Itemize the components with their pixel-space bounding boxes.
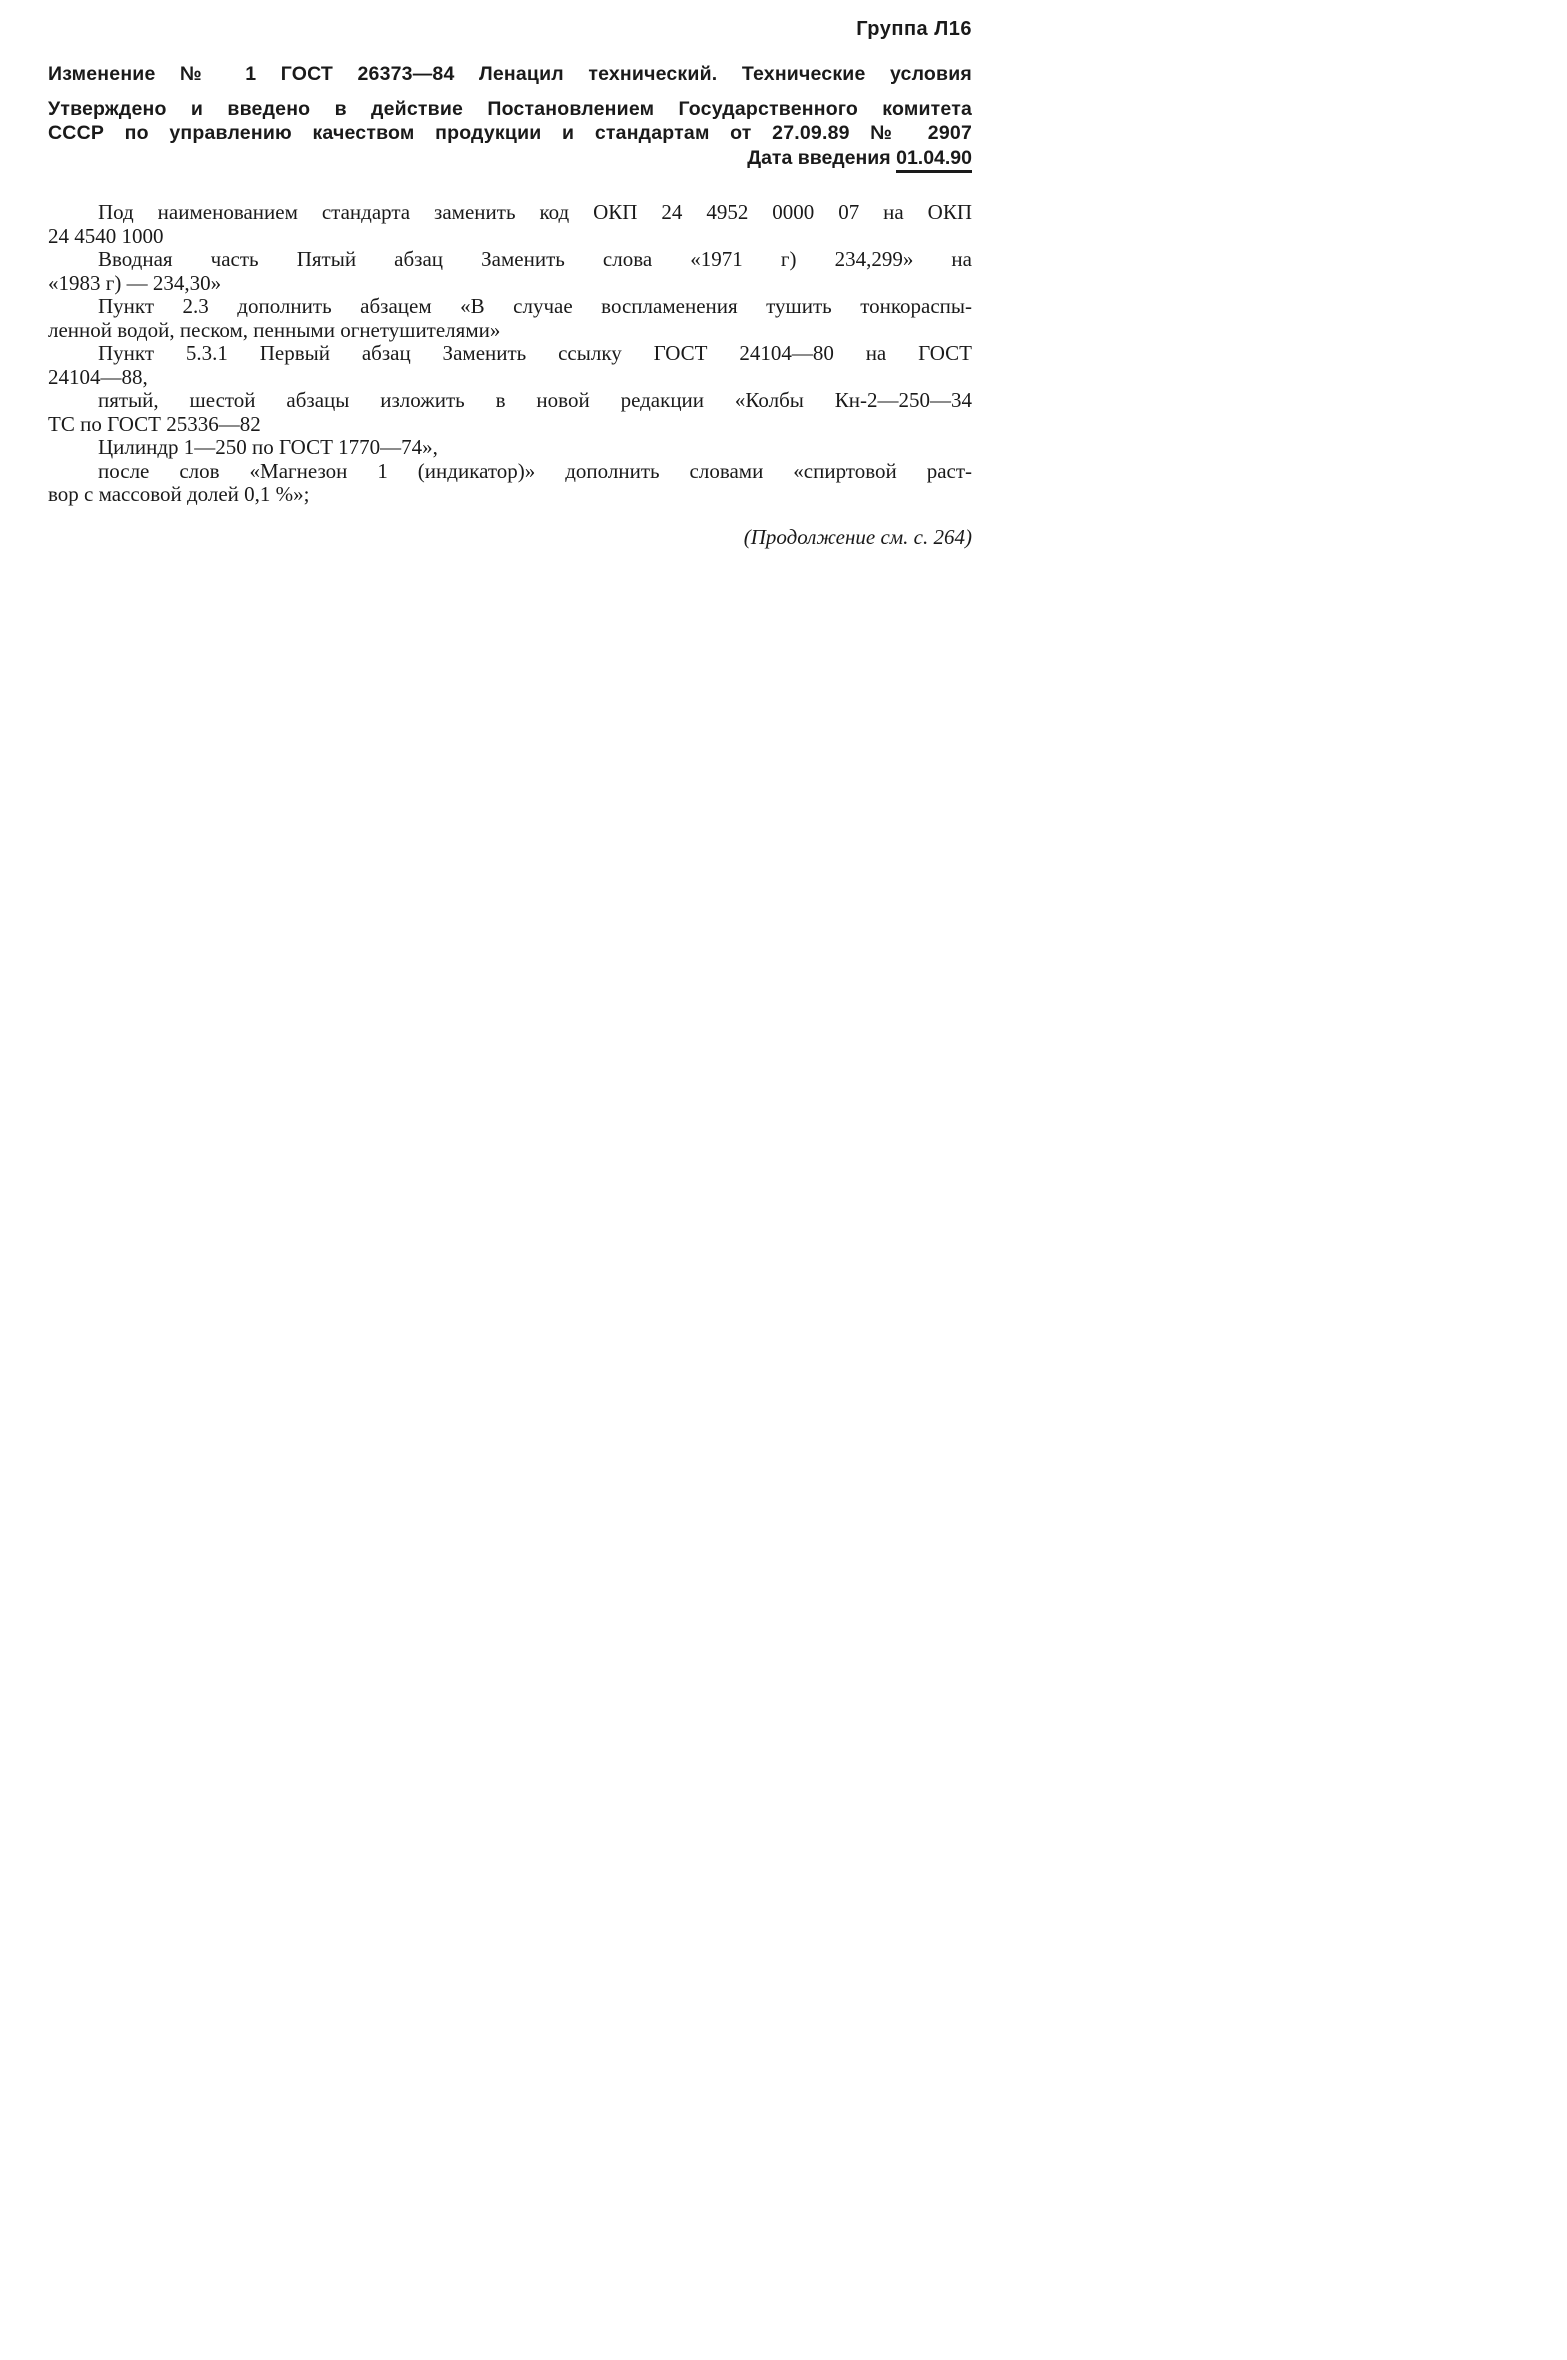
text-line: Цилиндр 1—250 по ГОСТ 1770—74», [98, 435, 438, 459]
introduction-date-value: 01.04.90 [896, 147, 972, 173]
text-line: пятый, шестой абзацы изложить в новой редакции «Колбы Кн-2—250—34 [98, 388, 972, 412]
text-line: ТС по ГОСТ 25336—82 [48, 411, 261, 436]
approval-line-1: Утверждено и введено в действие Постановлением Государственного комитета [48, 98, 972, 120]
text-line: Вводная часть Пятый абзац Заменить слова «1971 г) 234,299» на [98, 247, 972, 271]
approval-statement [48, 97, 972, 145]
text-line: Пункт 2.3 дополнить абзацем «В случае воспламенения тушить тонкораспы- [98, 294, 972, 318]
text-line: Пункт 5.3.1 Первый абзац Заменить ссылку ГОСТ 24104—80 на ГОСТ [98, 341, 972, 365]
text-line: 24104—88, [48, 364, 148, 389]
document-page [48, 18, 972, 550]
continuation-note: (Продолжение см. с. 264) [743, 524, 972, 549]
text-line: ленной водой, песком, пенными огнетушителями» [48, 317, 501, 342]
text-line: вор с массовой долей 0,1 %»; [48, 482, 310, 506]
document-title: Изменение № 1 ГОСТ 26373—84 Ленацил технический. Технические условия [48, 63, 972, 85]
text-line: после слов «Магнезон 1 (индикатор)» дополнить словами «спиртовой раст- [98, 458, 972, 483]
amendment-text [48, 201, 972, 507]
introduction-date [48, 145, 972, 171]
approval-line-2: СССР по управлению качеством продукции и стандартам от 27.09.89 № 2907 [48, 122, 972, 144]
text-line: Под наименованием стандарта заменить код ОКП 24 4952 0000 07 на ОКП [98, 200, 972, 224]
text-line: «1983 г) — 234,30» [48, 270, 222, 295]
text-line: 24 4540 1000 [48, 223, 164, 248]
group-code: Группа Л16 [856, 18, 972, 40]
introduction-date-label: Дата введения [747, 147, 891, 169]
